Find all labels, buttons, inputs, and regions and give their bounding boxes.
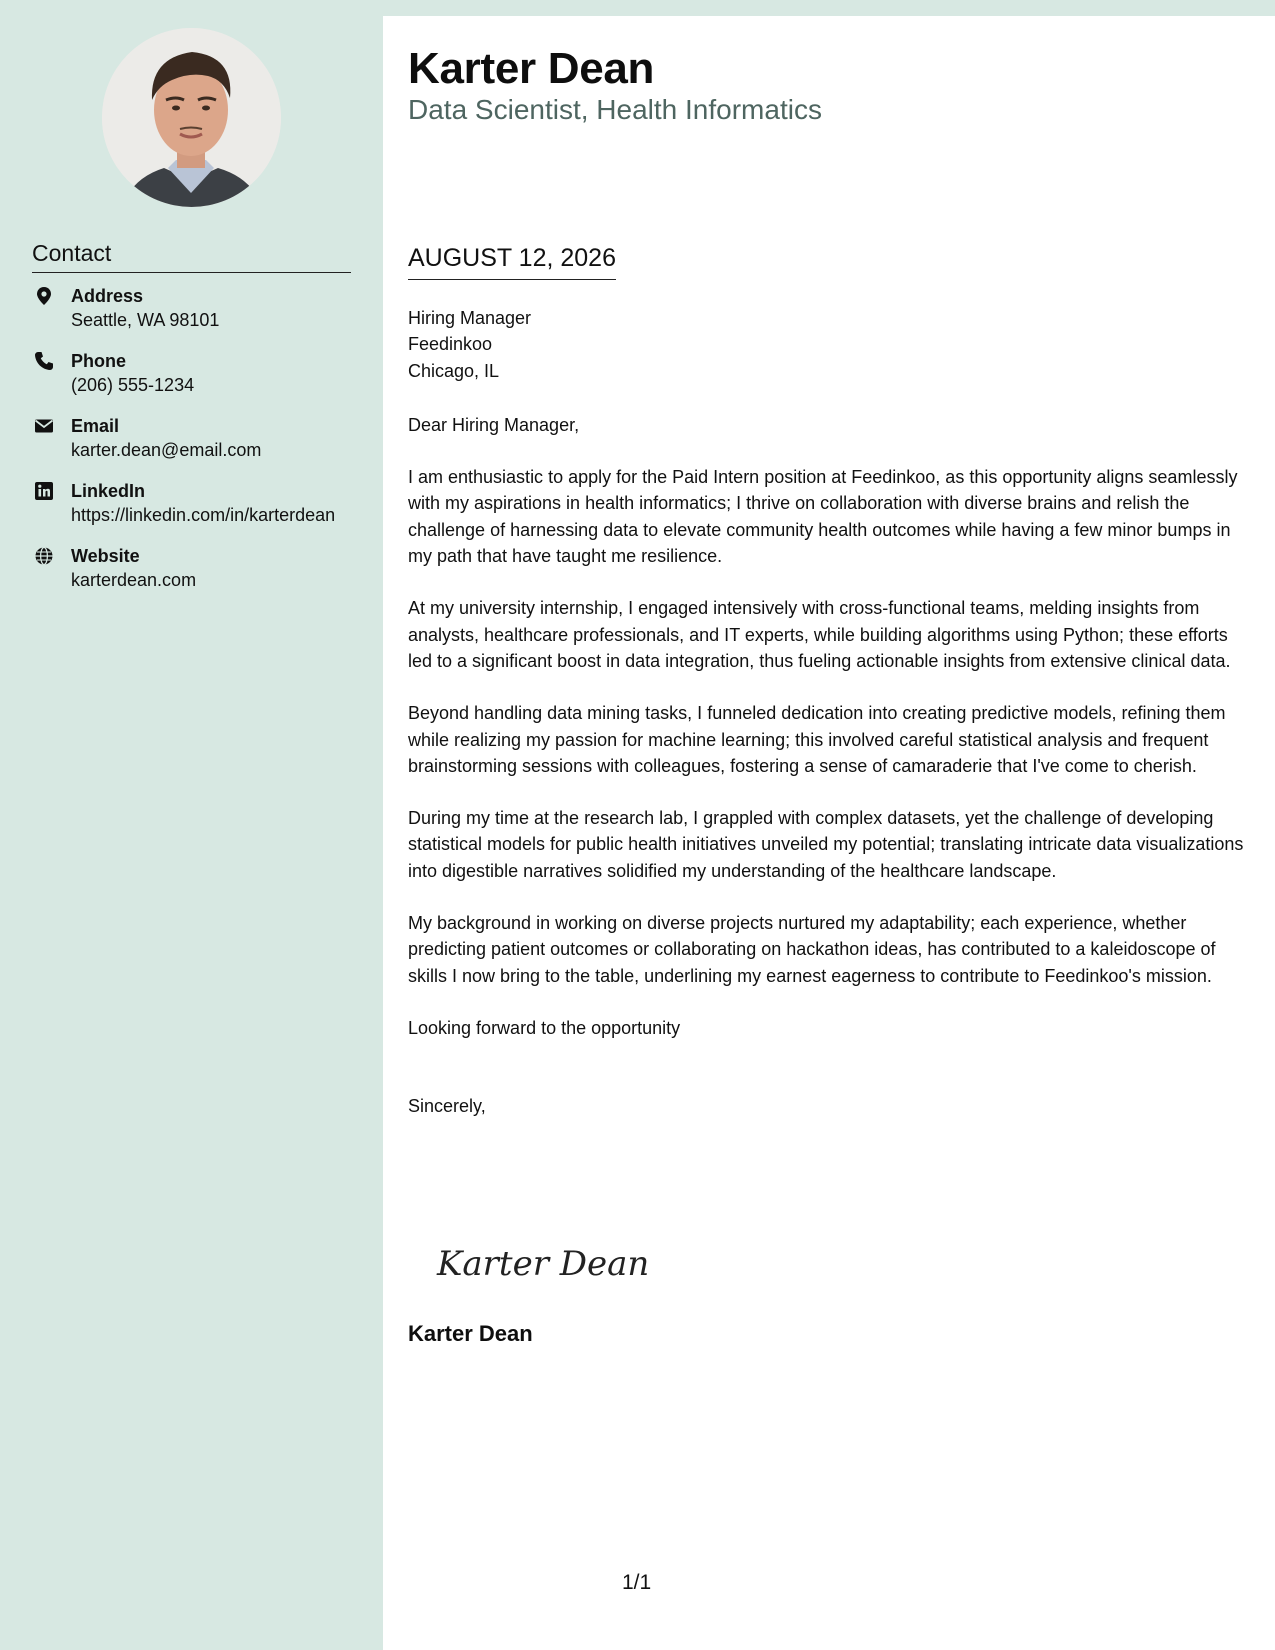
recipient-line: Chicago, IL <box>408 360 500 381</box>
contact-label: Email <box>71 416 120 436</box>
contact-label: Address <box>71 286 144 306</box>
letter-paragraph: At my university internship, I engaged intensively with cross-functional teams, melding insights from analysts, healthcare professionals, and IT experts, while building algorithms using Python; these efforts led to a significant boost in data integration, thus fueling actionable insights from extensive clinical data. <box>408 598 1231 671</box>
contact-linkedin <box>32 479 362 527</box>
signature-text: Karter Dean <box>437 1244 650 1284</box>
sidebar <box>0 0 383 1650</box>
envelope-icon <box>34 416 54 436</box>
linkedin-icon <box>34 481 54 501</box>
contact-list <box>32 284 362 609</box>
contact-email <box>32 414 362 462</box>
contact-value[interactable]: karter.dean@email.com <box>71 440 262 460</box>
phone-icon <box>34 351 54 371</box>
page-number: 1/1 <box>622 1571 652 1594</box>
contact-value: Seattle, WA 98101 <box>71 310 220 330</box>
letter-date: AUGUST 12, 2026 <box>408 244 616 280</box>
contact-value: (206) 555-1234 <box>71 375 195 395</box>
letter-body <box>408 305 1248 1120</box>
applicant-title: Data Scientist, Health Informatics <box>408 94 822 125</box>
globe-icon <box>34 546 54 566</box>
applicant-name: Karter Dean <box>408 44 655 93</box>
contact-label: Website <box>71 546 140 566</box>
contact-phone <box>32 349 362 397</box>
recipient-line: Feedinkoo <box>408 334 493 355</box>
contact-heading: Contact <box>32 240 351 273</box>
contact-label: Phone <box>71 351 127 371</box>
signed-name: Karter Dean <box>408 1321 533 1346</box>
contact-value[interactable]: karterdean.com <box>71 570 197 590</box>
handwritten-signature <box>433 1233 653 1293</box>
salutation: Dear Hiring Manager, <box>408 414 580 435</box>
letter-paragraph: I am enthusiastic to apply for the Paid Intern position at Feedinkoo, as this opportunity aligns seamlessly with my aspirations in health informatics; I thrive on collaboration with diverse brains and relish the challenge of harnessing data to elevate community health outcomes while having a few minor bumps in my path that have taught me resilience. <box>408 467 1238 567</box>
contact-label: LinkedIn <box>71 481 146 501</box>
sign-off: Sincerely, <box>408 1096 486 1117</box>
letter-paragraph: Beyond handling data mining tasks, I funneled dedication into creating predictive models, refining them while realizing my passion for machine learning; this involved careful statistical analysis and frequent brainstorming sessions with colleagues, fostering a sense of camaraderie that I've come to cherish. <box>408 703 1226 776</box>
letter-main <box>383 16 1275 1650</box>
letter-paragraph: My background in working on diverse projects nurtured my adaptability; each experience, whether predicting patient outcomes or collaborating on hackathon ideas, has contributed to a kaleidoscope of skills I now bring to the table, underlining my earnest eagerness to contribute to Feedinkoo's mission. <box>408 913 1216 986</box>
recipient-block <box>408 305 1248 384</box>
contact-value[interactable]: https://linkedin.com/in/karterdean <box>71 505 336 525</box>
closing-line: Looking forward to the opportunity <box>408 1017 681 1038</box>
avatar <box>102 28 281 207</box>
contact-address <box>32 284 362 332</box>
letter-paragraph: During my time at the research lab, I grappled with complex datasets, yet the challenge of developing statistical models for public health initiatives unveiled my potential; translating intricate data visualizations into digestible narratives solidified my understanding of the healthcare landscape. <box>408 808 1244 881</box>
location-pin-icon <box>34 286 54 306</box>
contact-website <box>32 544 362 592</box>
recipient-line: Hiring Manager <box>408 308 532 328</box>
